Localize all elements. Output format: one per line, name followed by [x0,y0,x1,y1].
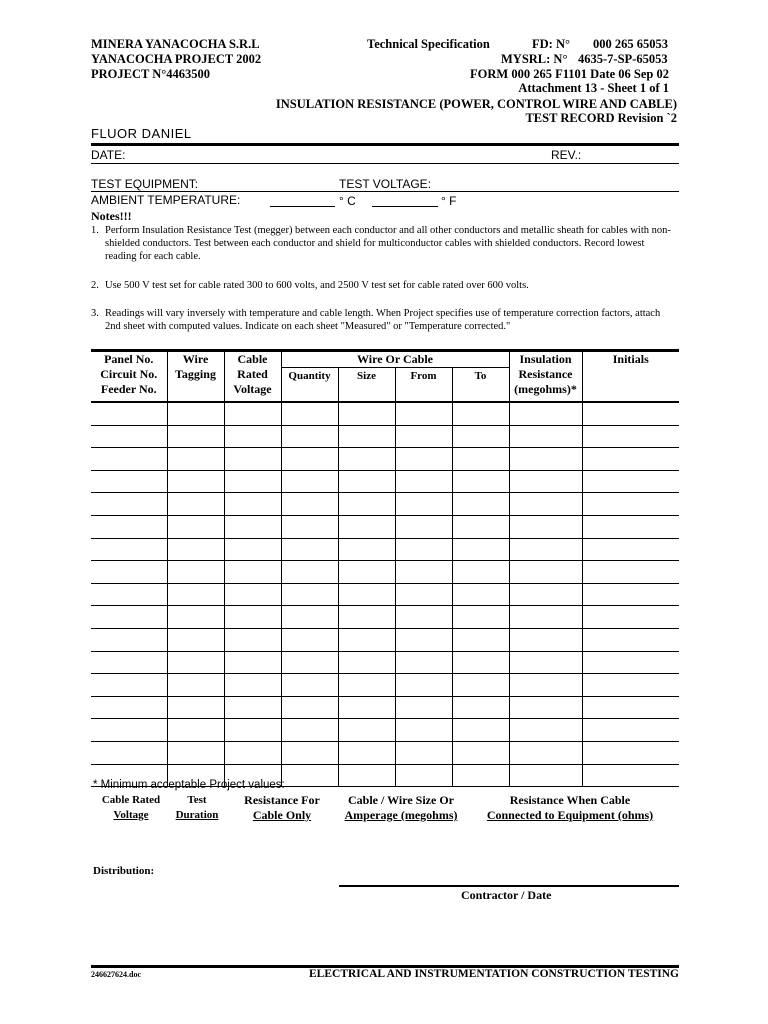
table-cell[interactable] [338,538,395,561]
table-cell[interactable] [281,606,338,629]
table-cell[interactable] [281,470,338,493]
celsius-field[interactable] [270,193,335,207]
table-cell[interactable] [167,628,224,651]
table-cell[interactable] [224,696,281,719]
tech-spec-label: Technical Specification [367,37,490,51]
table-cell[interactable] [338,696,395,719]
col-cable-rated-line: Cable [237,352,268,366]
table-cell[interactable] [509,583,582,606]
table-cell[interactable] [167,493,224,516]
table-cell[interactable] [582,515,679,538]
rev-label: REV.: [551,148,582,162]
table-cell[interactable] [338,583,395,606]
table-cell[interactable] [395,561,452,584]
table-cell[interactable] [582,674,679,697]
table-cell[interactable] [224,674,281,697]
table-cell[interactable] [509,493,582,516]
ambient-temp-label: AMBIENT TEMPERATURE: [91,193,241,207]
form-title-line1: INSULATION RESISTANCE (POWER, CONTROL WIRE AND CABLE) [275,97,677,111]
insulation-test-table [91,349,679,787]
form-title-line2: TEST RECORD Revision `2 [525,111,677,125]
table-cell[interactable] [509,674,582,697]
table-cell[interactable] [395,425,452,448]
distribution-label: Distribution: [93,865,155,877]
col-panel-line: Panel No. [104,352,154,366]
table-cell[interactable] [395,719,452,742]
sub-size-header: Size [338,368,395,403]
table-cell[interactable] [395,538,452,561]
mysrl-label: MYSRL: N° [501,52,568,66]
table-cell[interactable] [224,561,281,584]
table-cell[interactable] [167,741,224,764]
table-row [91,493,679,516]
table-cell[interactable] [167,719,224,742]
table-cell[interactable] [224,470,281,493]
form-line: FORM 000 265 F1101 Date 06 Sep 02 [470,67,669,81]
table-cell[interactable] [452,515,509,538]
table-cell[interactable] [91,628,167,651]
table-cell[interactable] [452,425,509,448]
table-row [91,448,679,471]
table-cell[interactable] [395,470,452,493]
file-name: 246627624.doc [91,970,141,979]
note-number: 3. [91,308,99,319]
table-cell[interactable] [509,515,582,538]
table-cell[interactable] [452,470,509,493]
table-cell[interactable] [281,515,338,538]
table-cell[interactable] [395,741,452,764]
table-cell[interactable] [91,696,167,719]
table-cell[interactable] [338,719,395,742]
min-col-line1: Resistance For [244,793,320,807]
col-wire-tagging-line: Wire [182,352,209,366]
table-cell[interactable] [281,402,338,425]
col-wire-tagging-line: Tagging [175,367,216,381]
date-label: DATE: [91,148,126,162]
table-row [91,425,679,448]
project-number: PROJECT N°4463500 [91,67,211,81]
table-cell[interactable] [91,561,167,584]
table-cell[interactable] [395,606,452,629]
table-cell[interactable] [167,515,224,538]
table-cell[interactable] [91,538,167,561]
table-cell[interactable] [509,425,582,448]
table-cell[interactable] [395,448,452,471]
table-row [91,402,679,425]
table-cell[interactable] [582,448,679,471]
table-cell[interactable] [338,493,395,516]
table-row [91,515,679,538]
table-cell[interactable] [509,764,582,787]
table-cell[interactable] [224,493,281,516]
table-row [91,561,679,584]
table-cell[interactable] [167,583,224,606]
table-cell[interactable] [582,561,679,584]
table-cell[interactable] [582,741,679,764]
table-cell[interactable] [224,741,281,764]
table-cell[interactable] [582,583,679,606]
table-cell[interactable] [452,651,509,674]
table-cell[interactable] [338,515,395,538]
table-cell[interactable] [224,628,281,651]
table-cell[interactable] [281,696,338,719]
table-cell[interactable] [452,696,509,719]
table-row [91,628,679,651]
section-title: ELECTRICAL AND INSTRUMENTATION CONSTRUCTION TESTING [309,968,679,980]
note-number: 1. [91,225,99,236]
table-cell[interactable] [582,628,679,651]
table-cell[interactable] [509,651,582,674]
table-cell[interactable] [395,493,452,516]
min-col-line2: Voltage [113,809,149,821]
table-cell[interactable] [338,470,395,493]
table-cell[interactable] [509,561,582,584]
contractor-signature-line[interactable] [339,885,679,887]
min-col-cable-rated [96,793,166,823]
table-cell[interactable] [338,764,395,787]
mysrl-number: 4635-7-SP-65053 [578,52,668,66]
table-cell[interactable] [452,493,509,516]
note-number: 2. [91,280,99,291]
notes-heading: Notes!!! [91,209,132,223]
table-cell[interactable] [281,493,338,516]
table-cell[interactable] [582,493,679,516]
fahrenheit-unit: ° F [441,194,457,208]
table-cell[interactable] [91,606,167,629]
table-cell[interactable] [509,741,582,764]
table-cell[interactable] [281,764,338,787]
table-cell[interactable] [395,515,452,538]
project-name: YANACOCHA PROJECT 2002 [91,52,262,66]
min-col-resistance-cable [237,793,327,823]
table-cell[interactable] [91,651,167,674]
table-cell[interactable] [452,402,509,425]
table-cell[interactable] [281,719,338,742]
table-cell[interactable] [338,674,395,697]
table-cell[interactable] [91,583,167,606]
col-panel-line: Circuit No. [100,367,158,381]
col-cable-rated-header [224,351,281,403]
table-cell[interactable] [281,583,338,606]
attachment-line: Attachment 13 - Sheet 1 of 1 [518,81,669,95]
table-cell[interactable] [395,674,452,697]
table-cell[interactable] [167,402,224,425]
table-cell[interactable] [281,425,338,448]
table-cell[interactable] [338,425,395,448]
table-cell[interactable] [395,696,452,719]
test-equipment-label: TEST EQUIPMENT: [91,177,199,191]
table-cell[interactable] [281,651,338,674]
table-cell[interactable] [452,448,509,471]
table-cell[interactable] [224,606,281,629]
table-cell[interactable] [395,402,452,425]
col-initials-header: Initials [582,351,679,403]
date-underline[interactable] [91,163,679,164]
col-cable-rated-line: Rated [237,367,268,381]
table-cell[interactable] [452,606,509,629]
sub-to-header: To [452,368,509,403]
col-insulation-line: (megohms)* [514,382,577,396]
table-cell[interactable] [395,764,452,787]
table-row [91,741,679,764]
table-cell[interactable] [224,425,281,448]
sub-from-header: From [395,368,452,403]
table-cell[interactable] [452,674,509,697]
table-cell[interactable] [452,741,509,764]
table-cell[interactable] [91,402,167,425]
table-cell[interactable] [167,448,224,471]
fahrenheit-field[interactable] [372,193,438,207]
table-row [91,674,679,697]
min-col-line1: Cable Rated [101,794,161,806]
table-cell[interactable] [224,583,281,606]
note-text: Use 500 V test set for cable rated 300 to 600 volts, and 2500 V test set for cable rated over 600 volts. [105,280,529,291]
table-cell[interactable] [582,538,679,561]
table-cell[interactable] [338,402,395,425]
col-panel-header [91,351,167,403]
table-cell[interactable] [582,606,679,629]
col-insulation-header [509,351,582,403]
table-cell[interactable] [509,696,582,719]
table-row [91,606,679,629]
table-cell[interactable] [582,402,679,425]
table-cell[interactable] [452,538,509,561]
table-cell[interactable] [167,651,224,674]
table-cell[interactable] [452,628,509,651]
table-cell[interactable] [91,741,167,764]
table-cell[interactable] [338,741,395,764]
table-cell[interactable] [224,651,281,674]
min-col-line2: Amperage (megohms) [344,808,458,822]
min-values-heading: * Minimum acceptable Project values: [93,779,285,791]
table-cell[interactable] [509,538,582,561]
table-cell[interactable] [582,425,679,448]
table-row [91,651,679,674]
table-cell[interactable] [395,651,452,674]
min-col-line1: Cable / Wire Size Or [348,793,454,807]
col-cable-rated-line: Voltage [233,382,272,396]
table-cell[interactable] [91,515,167,538]
table-cell[interactable] [224,402,281,425]
min-col-line1: Test [187,794,207,806]
table-cell[interactable] [509,606,582,629]
table-cell[interactable] [395,583,452,606]
col-wire-tagging-header [167,351,224,403]
table-cell[interactable] [281,448,338,471]
header-divider [91,143,679,146]
table-cell[interactable] [167,425,224,448]
table-cell[interactable] [338,561,395,584]
table-cell[interactable] [281,538,338,561]
equipment-underline[interactable] [91,191,679,192]
table-row [91,696,679,719]
celsius-unit: ° C [339,194,356,208]
table-cell[interactable] [338,651,395,674]
table-cell[interactable] [281,674,338,697]
table-cell[interactable] [582,470,679,493]
table-cell[interactable] [224,538,281,561]
table-cell[interactable] [91,719,167,742]
min-col-line2: Cable Only [252,808,312,822]
table-cell[interactable] [281,561,338,584]
table-cell[interactable] [338,448,395,471]
table-row [91,719,679,742]
col-insulation-line: Resistance [518,367,573,381]
group-wire-or-cable-header: Wire Or Cable [281,351,509,368]
table-cell[interactable] [167,538,224,561]
table-cell[interactable] [395,628,452,651]
table-cell[interactable] [452,561,509,584]
table-cell[interactable] [281,628,338,651]
table-cell[interactable] [224,719,281,742]
table-cell[interactable] [582,764,679,787]
note-text: Readings will vary inversely with temperature and cable length. When Project specifies use of temperature correction factors, attach 2nd sheet with computed values. Indicate on each sheet "Measured" or "Temperature corrected." [105,308,661,332]
table-cell[interactable] [91,425,167,448]
table-cell[interactable] [509,628,582,651]
table-cell[interactable] [509,470,582,493]
contractor-name: FLUOR DANIEL [91,126,192,141]
table-cell[interactable] [224,515,281,538]
table-cell[interactable] [167,470,224,493]
table-row [91,470,679,493]
note-text: Perform Insulation Resistance Test (megger) between each conductor and all other conductors and metallic sheath for cables with non-shielded conductors. Test between each conductor and shield for multiconductor cables with shielded conductors. Record lowest reading for each cable. [105,225,671,262]
table-cell[interactable] [167,696,224,719]
min-col-line2: Duration [175,809,219,821]
table-cell[interactable] [582,719,679,742]
table-cell[interactable] [281,741,338,764]
table-cell[interactable] [91,493,167,516]
table-cell[interactable] [91,448,167,471]
table-cell[interactable] [167,674,224,697]
table-cell[interactable] [509,448,582,471]
table-cell[interactable] [91,470,167,493]
test-voltage-label: TEST VOLTAGE: [339,177,432,191]
col-insulation-line: Insulation [519,352,572,366]
table-cell[interactable] [452,583,509,606]
sub-quantity-header: Quantity [281,368,338,403]
table-cell[interactable] [452,764,509,787]
min-col-test-duration [172,793,222,823]
col-panel-line: Feeder No. [100,382,157,396]
table-cell[interactable] [509,402,582,425]
table-cell[interactable] [338,606,395,629]
table-cell[interactable] [167,606,224,629]
min-col-line1: Resistance When Cable [509,793,631,807]
fd-label: FD: N° [532,37,570,51]
table-cell[interactable] [582,651,679,674]
min-col-line2: Connected to Equipment (ohms) [486,808,654,822]
fd-number: 000 265 65053 [593,37,668,51]
table-cell[interactable] [582,696,679,719]
table-row [91,538,679,561]
min-col-resistance-equipment [478,793,662,823]
table-cell[interactable] [509,719,582,742]
table-cell[interactable] [452,719,509,742]
table-cell[interactable] [338,628,395,651]
table-cell[interactable] [224,448,281,471]
contractor-date-label: Contractor / Date [461,888,552,902]
table-row [91,583,679,606]
company-name: MINERA YANACOCHA S.R.L [91,37,260,51]
table-cell[interactable] [91,674,167,697]
table-cell[interactable] [167,561,224,584]
min-col-cable-wire-size [338,793,464,823]
